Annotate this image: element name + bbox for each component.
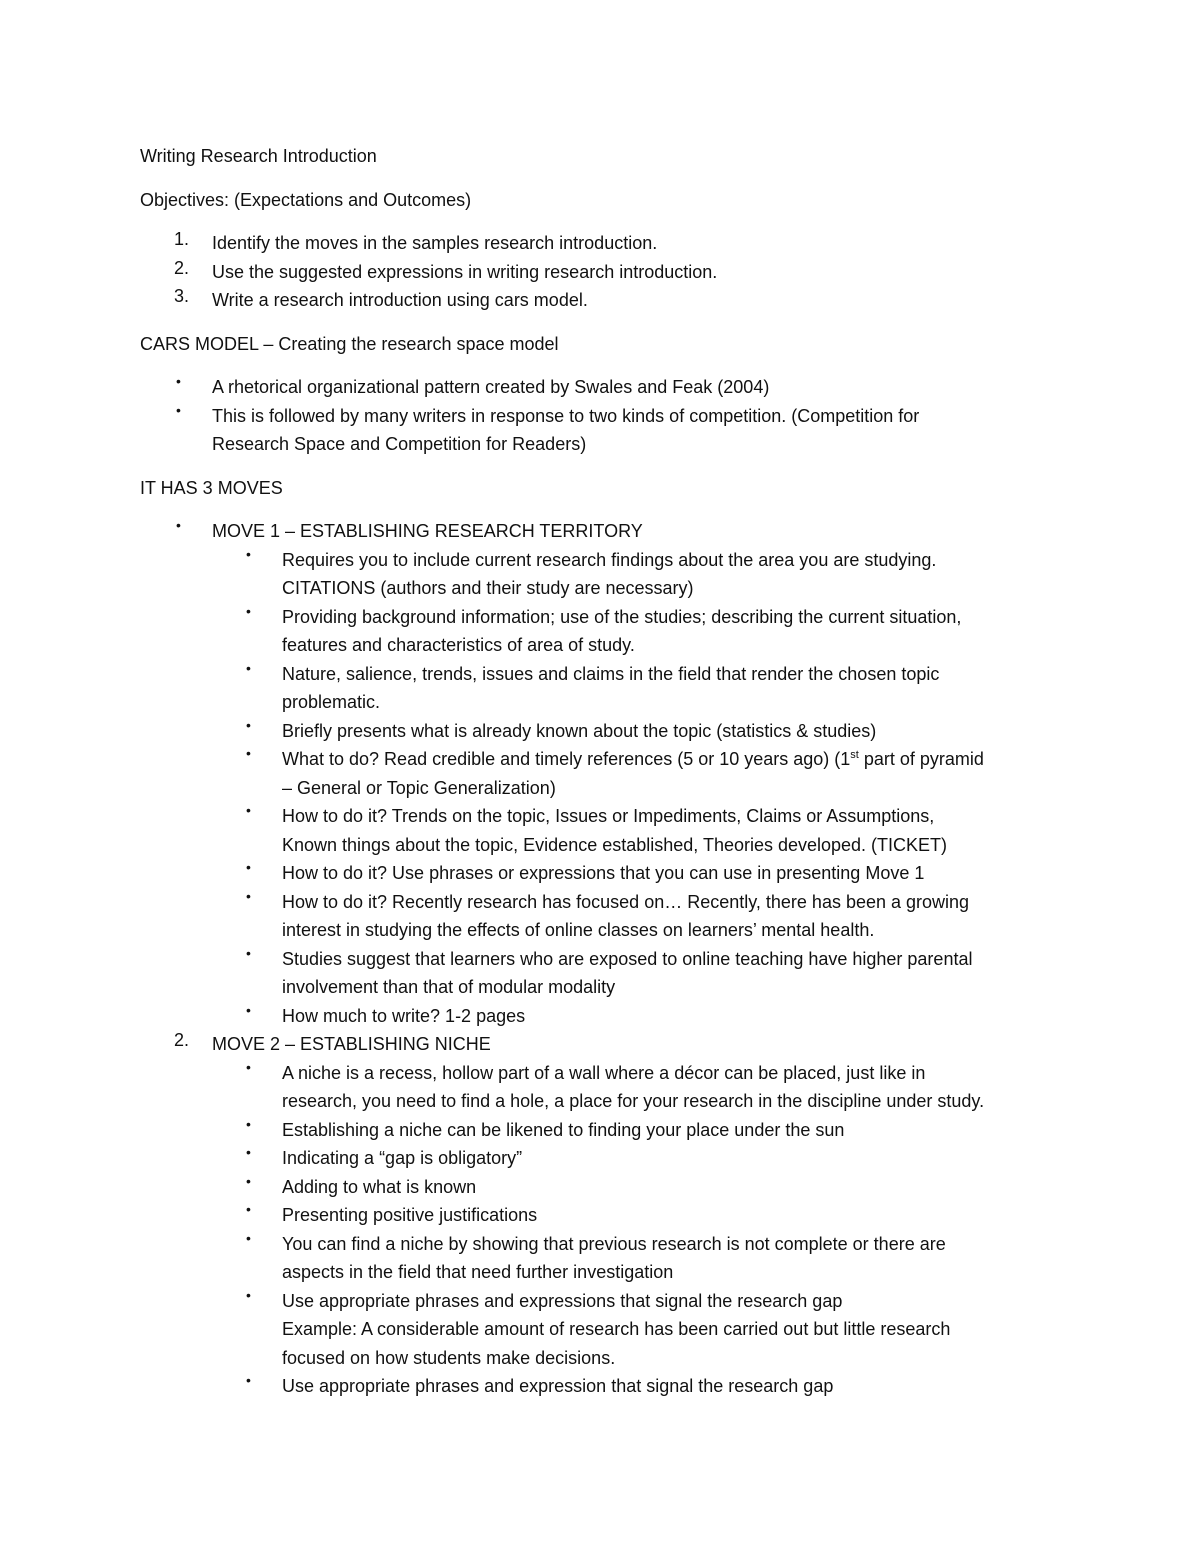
cars-point-line: A rhetorical organizational pattern created by Swales and Feak (2004) xyxy=(212,377,770,397)
move-1-point xyxy=(140,802,1070,859)
objective-text: Use the suggested expressions in writing research introduction. xyxy=(212,261,718,282)
move-2-point-line: Establishing a niche can be likened to finding your place under the sun xyxy=(282,1119,845,1140)
bullet-icon: • xyxy=(176,517,181,533)
move-2-points xyxy=(140,1059,1070,1401)
move-1-point-line: How to do it? Use phrases or expressions that you can use in presenting Move 1 xyxy=(282,863,925,883)
bullet-icon: • xyxy=(246,1201,251,1217)
move-2-point xyxy=(140,1372,1070,1401)
bullet-icon: • xyxy=(246,887,251,904)
bullet-icon: • xyxy=(176,401,181,418)
move-1-point-line: How to do it? Recently research has focused on… Recently, there has been a growing xyxy=(282,891,970,912)
move-2-point-line: Adding to what is known xyxy=(282,1176,477,1197)
move-1-point-line xyxy=(282,745,1070,774)
moves-heading: IT HAS 3 MOVES xyxy=(140,477,283,498)
bullet-icon: • xyxy=(246,545,251,562)
move-1-point-line: Requires you to include current research findings about the area you are studying. xyxy=(282,549,937,570)
move-1-point xyxy=(140,859,1070,888)
move-2-point xyxy=(140,1116,1070,1145)
move-1-point xyxy=(140,945,1070,1002)
bullet-icon: • xyxy=(176,373,181,389)
objectives-heading: Objectives: (Expectations and Outcomes) xyxy=(140,189,472,210)
move-2-point xyxy=(140,1059,1070,1116)
bullet-icon: • xyxy=(246,745,251,761)
move-2-label: MOVE 2 – ESTABLISHING NICHE xyxy=(212,1034,491,1054)
text-run: part of pyramid xyxy=(858,749,984,769)
bullet-icon: • xyxy=(246,1001,251,1018)
objective-item xyxy=(140,286,1070,315)
move-1-point-line: involvement than that of modular modality xyxy=(282,977,616,997)
move-1-point-line: Briefly presents what is already known about the topic (statistics & studies) xyxy=(282,720,877,741)
move-2-item xyxy=(140,1030,1070,1059)
cars-point xyxy=(140,402,1070,459)
move-1-point xyxy=(140,717,1070,746)
move-1-point-line: Known things about the topic, Evidence established, Theories developed. (TICKET) xyxy=(282,834,948,855)
move-1-item xyxy=(140,517,1070,546)
move-2-point xyxy=(140,1287,1070,1373)
move-2-point-line: Use appropriate phrases and expressions that signal the research gap xyxy=(282,1290,843,1311)
move-1-point-line: How much to write? 1-2 pages xyxy=(282,1005,526,1026)
move-1-point-line: – General or Topic Generalization) xyxy=(282,777,556,798)
bullet-icon: • xyxy=(246,802,251,818)
bullet-icon: • xyxy=(246,1058,251,1075)
move-1-point xyxy=(140,660,1070,717)
bullet-icon: • xyxy=(246,716,251,733)
move-1-point xyxy=(140,745,1070,802)
cars-point-line: This is followed by many writers in response to two kinds of competition. (Competition for xyxy=(212,405,920,426)
move-2-point-line: aspects in the field that need further investigation xyxy=(282,1262,674,1282)
move-1-label: MOVE 1 – ESTABLISHING RESEARCH TERRITORY xyxy=(212,521,643,541)
move-1-point-line: CITATIONS (authors and their study are necessary) xyxy=(282,578,694,598)
move-1-point xyxy=(140,1002,1070,1031)
move-1-point-line: How to do it? Trends on the topic, Issues or Impediments, Claims or Assumptions, xyxy=(282,806,935,826)
move-2-point xyxy=(140,1230,1070,1287)
move-2-point-line: Indicating a “gap is obligatory” xyxy=(282,1148,523,1168)
move-2-point-line: research, you need to find a hole, a place for your research in the discipline under study. xyxy=(282,1091,985,1111)
bullet-icon: • xyxy=(246,1229,251,1246)
document-page xyxy=(140,142,1070,1401)
text-run: What to do? Read credible and timely references (5 or 10 years ago) (1 xyxy=(282,749,851,769)
document-title: Writing Research Introduction xyxy=(140,146,377,166)
cars-point xyxy=(140,373,1070,402)
moves-list xyxy=(140,517,1070,1401)
list-number: 1. xyxy=(174,229,190,249)
move-1-point xyxy=(140,603,1070,660)
bullet-icon: • xyxy=(246,1115,251,1132)
move-1-points xyxy=(140,546,1070,1031)
move-1-point xyxy=(140,546,1070,603)
cars-list xyxy=(140,373,1070,459)
bullet-icon: • xyxy=(246,659,251,676)
move-2-point-line: Presenting positive justifications xyxy=(282,1205,538,1225)
objective-text: Identify the moves in the samples research introduction. xyxy=(212,233,658,253)
move-2-point xyxy=(140,1144,1070,1173)
bullet-icon: • xyxy=(246,1172,251,1189)
move-1-point xyxy=(140,888,1070,945)
objective-text: Write a research introduction using cars model. xyxy=(212,290,588,310)
superscript: st xyxy=(850,749,859,761)
move-2-point xyxy=(140,1173,1070,1202)
list-number: 3. xyxy=(174,286,190,306)
move-1-point-line: features and characteristics of area of study. xyxy=(282,635,635,655)
move-2-point-line: A niche is a recess, hollow part of a wall where a décor can be placed, just like in xyxy=(282,1062,926,1083)
move-1-point-line: interest in studying the effects of online classes on learners’ mental health. xyxy=(282,920,875,940)
bullet-icon: • xyxy=(246,1286,251,1303)
objective-item xyxy=(140,258,1070,287)
objectives-list xyxy=(140,229,1070,315)
move-2-point-line: focused on how students make decisions. xyxy=(282,1347,616,1368)
bullet-icon: • xyxy=(246,1144,251,1160)
move-1-point-line: Providing background information; use of the studies; describing the current situation, xyxy=(282,606,962,627)
move-2-point-line: Use appropriate phrases and expression that signal the research gap xyxy=(282,1376,834,1396)
move-2-point-line: You can find a niche by showing that previous research is not complete or there are xyxy=(282,1233,946,1254)
cars-heading: CARS MODEL – Creating the research space model xyxy=(140,333,559,354)
objective-item xyxy=(140,229,1070,258)
list-number: 2. xyxy=(174,1030,190,1050)
move-2-point xyxy=(140,1201,1070,1230)
move-2-point-line: Example: A considerable amount of research has been carried out but little research xyxy=(282,1319,951,1339)
cars-point-line: Research Space and Competition for Readers) xyxy=(212,434,587,454)
bullet-icon: • xyxy=(246,859,251,875)
bullet-icon: • xyxy=(246,1372,251,1388)
bullet-icon: • xyxy=(246,602,251,619)
bullet-icon: • xyxy=(246,944,251,961)
move-1-point-line: problematic. xyxy=(282,692,381,712)
move-1-point-line: Nature, salience, trends, issues and claims in the field that render the chosen topic xyxy=(282,663,940,684)
list-number: 2. xyxy=(174,257,190,278)
move-1-point-line: Studies suggest that learners who are exposed to online teaching have higher parental xyxy=(282,948,973,969)
